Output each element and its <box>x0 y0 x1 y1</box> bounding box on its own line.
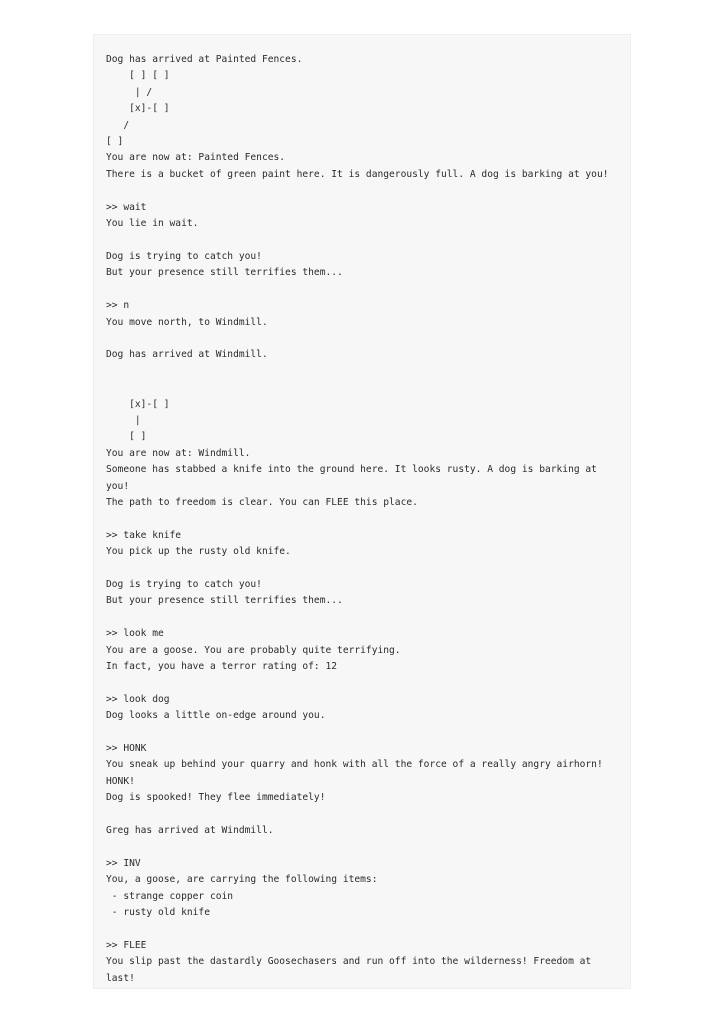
transcript-line: In fact, you have a terror rating of: 12 <box>106 661 338 673</box>
transcript-line: Dog is trying to catch you! <box>106 579 262 590</box>
transcript-line: | / <box>106 86 153 98</box>
transcript-line: You pick up the rusty old knife. <box>106 546 291 558</box>
transcript-line: Dog is spooked! They flee immediately! <box>106 792 326 804</box>
transcript-line <box>106 840 630 856</box>
transcript-line: There is a bucket of green paint here. It is dangerously full. A dog is barking at you! <box>106 168 609 180</box>
transcript-line: You lie in wait. <box>106 218 199 230</box>
transcript-line <box>106 331 630 347</box>
transcript-line: But your presence still terrifies them... <box>106 267 343 279</box>
command-line: >> look me <box>106 628 164 640</box>
transcript-line: last! <box>106 972 135 984</box>
transcript-line <box>106 610 630 626</box>
transcript-line: you! <box>106 480 130 492</box>
transcript-line: Dog looks a little on-edge around you. <box>106 710 326 722</box>
transcript-line: Greg has arrived at Windmill. <box>106 825 274 837</box>
transcript-line: Dog has arrived at Windmill. <box>106 349 268 361</box>
transcript-line: You sneak up behind your quarry and honk with all the force of a really angry airhorn! <box>106 759 603 771</box>
transcript-line <box>106 364 630 380</box>
transcript-line: HONK! <box>106 775 135 787</box>
transcript-line <box>106 675 630 691</box>
transcript-line: You are now at: Painted Fences. <box>106 152 286 164</box>
transcript-line: The path to freedom is clear. You can FLEE this place. <box>106 496 418 508</box>
transcript-line: You, a goose, are carrying the following items: <box>106 874 378 886</box>
transcript-line: You slip past the dastardly Goosechasers and run off into the wilderness! Freedom at <box>106 956 592 968</box>
command-line: >> FLEE <box>106 939 147 951</box>
transcript-line <box>106 183 630 199</box>
transcript-line: / <box>106 119 130 131</box>
transcript-line: - strange copper coin <box>106 890 234 902</box>
transcript-line: | <box>106 414 141 426</box>
transcript-line: [x]-[ ] <box>106 398 170 410</box>
transcript-line: You are now at: Windmill. <box>106 447 251 459</box>
transcript-line: Dog has arrived at Painted Fences. <box>106 54 303 65</box>
command-line: >> wait <box>106 201 147 213</box>
transcript-line <box>106 511 630 527</box>
command-line: >> INV <box>106 857 141 869</box>
transcript-line <box>106 922 630 938</box>
transcript-line <box>106 282 630 298</box>
command-line: >> HONK <box>106 743 147 755</box>
transcript-line: You are a goose. You are probably quite terrifying. <box>106 644 401 656</box>
transcript-line: [x]-[ ] <box>106 103 170 115</box>
transcript-line: [ ] <box>106 136 124 148</box>
transcript-line <box>106 232 630 248</box>
transcript-line <box>106 725 630 741</box>
transcript-line <box>106 380 630 396</box>
transcript-line: - rusty old knife <box>106 907 210 919</box>
game-transcript-panel <box>93 34 631 989</box>
transcript-line: [ ] <box>106 431 147 443</box>
command-line: >> take knife <box>106 529 182 541</box>
command-line: >> look dog <box>106 693 170 705</box>
command-line: >> n <box>106 300 130 312</box>
transcript-line: But your presence still terrifies them... <box>106 595 343 607</box>
transcript-line <box>106 561 630 577</box>
game-transcript <box>94 35 630 987</box>
transcript-line <box>106 807 630 823</box>
transcript-line: Dog is trying to catch you! <box>106 250 262 262</box>
transcript-line: Someone has stabbed a knife into the ground here. It looks rusty. A dog is barking at <box>106 464 597 476</box>
transcript-line: You move north, to Windmill. <box>106 316 268 328</box>
transcript-line: [ ] [ ] <box>106 70 170 82</box>
